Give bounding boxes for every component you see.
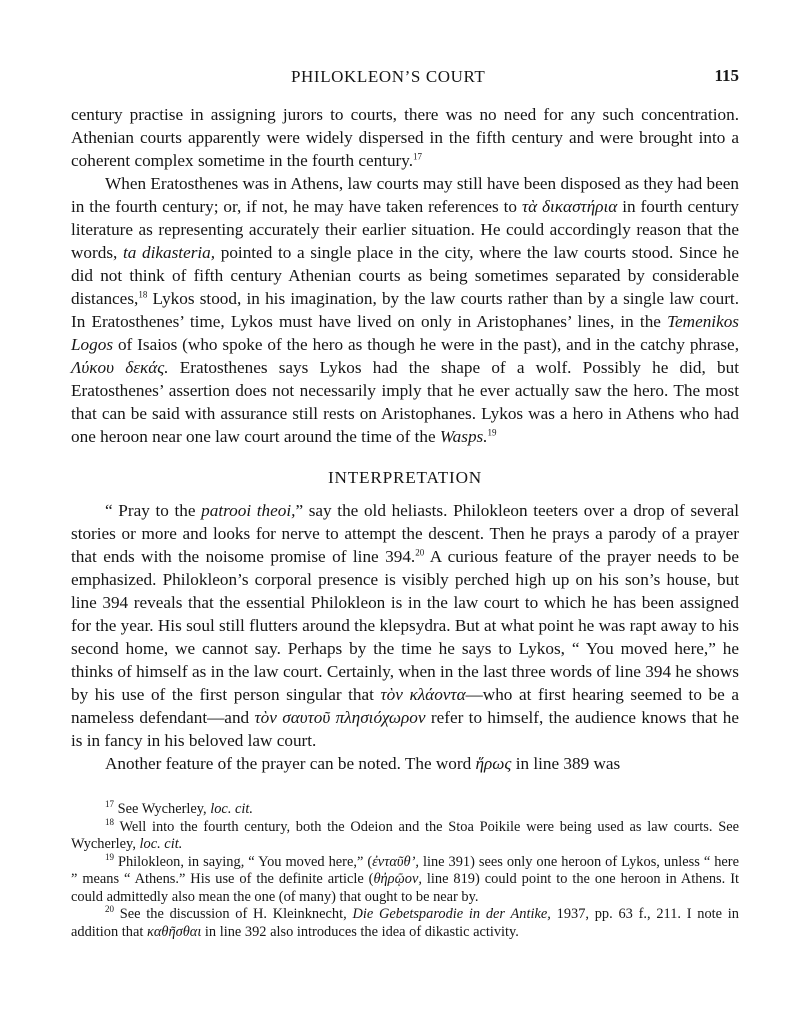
footnotes	[71, 801, 739, 941]
greek-phrase: τὰ δικαστήρια	[521, 197, 618, 216]
footnote-20: $^{20}$ See the discussion of H. Kleinknecht, Die Gebetsparodie in der Antike, 1937, pp. 63 f., 211. I note in addition that καθῆσθαι in line 392 also introduces the idea of dikastic activity.	[71, 904, 739, 940]
section-heading: INTERPRETATION	[328, 468, 482, 487]
paragraph-4: Another feature of the prayer can be noted. The word ἥρως in line 389 was	[105, 754, 621, 773]
greek-phrase: τὸν κλάοντα	[380, 685, 466, 704]
paragraph-3: “ Pray to the patrooi theoi,” say the old heliasts. Philokleon teeters over a drop of several stories or more and looks for nerve to attempt the descent. Then he prays a parody of a prayer that ends with the noisome promise of line 394.20 A curious feature of the prayer needs to be emphasized. Philokleon’s corporal presence is visibly perched high up on his son’s house, but line 394 reveals that the essential Philokleon is in the law court to which he has been assigned for the year. His soul still flutters around the klepsydra. But at what point he was rapt away to his second home, we cannot say. Perhaps by the time he says to Lykos, “ You moved here,” he thinks of himself as in the law court. Certainly, when in the last three words of line 394 he shows by his use of the first person singular that τὸν κλάοντα—who at first hearing seemed to be a nameless defendant—and τὸν σαυτοῦ πλησιόχωρον refer to himself, the audience knows that he is in fancy in his beloved law court.	[71, 501, 740, 750]
running-title: PHILOKLEON’S COURT	[291, 67, 486, 86]
italic-term: ta dikasteria,	[122, 243, 216, 262]
footnote-ref-19: 19	[487, 427, 497, 438]
footnote-ref-20: 20	[415, 547, 425, 558]
footnote-ref-17: 17	[413, 151, 423, 162]
greek-phrase: Λύκου δεκάς.	[71, 358, 169, 377]
main-text	[71, 103, 739, 775]
page-number: 115	[714, 66, 739, 85]
greek-phrase: τὸν σαυτοῦ πλησιόχωρον	[254, 708, 426, 727]
italic-term: patrooi theoi,	[201, 501, 296, 520]
footnote-17: $^{17}$ See Wycherley, loc. cit.	[105, 799, 253, 817]
paragraph-1: century practise in assigning jurors to courts, there was no need for any such concentration. Athenian courts apparently were widely dispersed in the fifth century and were brought into a coherent complex sometime in the fourth century.$^{17}$	[71, 105, 739, 170]
greek-phrase: ἥρως	[475, 754, 512, 773]
running-header	[71, 63, 739, 91]
italic-title: Wasps.	[439, 427, 488, 446]
footnote-18: $^{18}$ Well into the fourth century, both the Odeion and the Stoa Poikile were being used as law courts. See Wycherley, loc. cit.	[71, 816, 739, 852]
paragraph-2: When Eratosthenes was in Athens, law courts may still have been disposed as they had been in the fourth century; or, if not, he may have taken references to τὰ δικαστήρια in fourth century literature as representing accurately their earlier situation. He could accordingly reason that the words, ta dikasteria, pointed to a single place in the city, where the law courts stood. Since he did not think of fifth century Athenian courts as being sometimes separated by considerable distances,$^{18}$ Lykos stood, in his imagination, by the law courts rather than by a single law court. In Eratosthenes’ time, Lykos must have lived on only in Aristophanes’ lines, in the Temenikos Logos of Isaios (who spoke of the hero as though he were in the past), and in the catchy phrase, Λύκου δεκάς. Eratosthenes says Lykos had the shape of a wolf. Possibly he did, but Eratosthenes’ assertion does not necessarily imply that he ever actually saw the hero. The most that can be said with assurance still rests on Aristophanes. Lykos was a hero in Athens who had one heroon near one law court around the time of the Wasps.$^{19}$	[71, 174, 739, 446]
footnote-ref-18: 18	[138, 289, 148, 300]
italic-title: Temenikos Logos	[71, 312, 739, 354]
footnote-19: $^{19}$ Philokleon, in saying, “ You moved here,” (ἐνταῦθ’, line 391) sees only one heroon of Lykos, unless “ here ” means “ Athens.” His use of the definite article (θἠρῷον, line 819) could point to the one heroon in Athens. It could admittedly also mean the one (of many) that ought to be near by.	[71, 851, 739, 905]
